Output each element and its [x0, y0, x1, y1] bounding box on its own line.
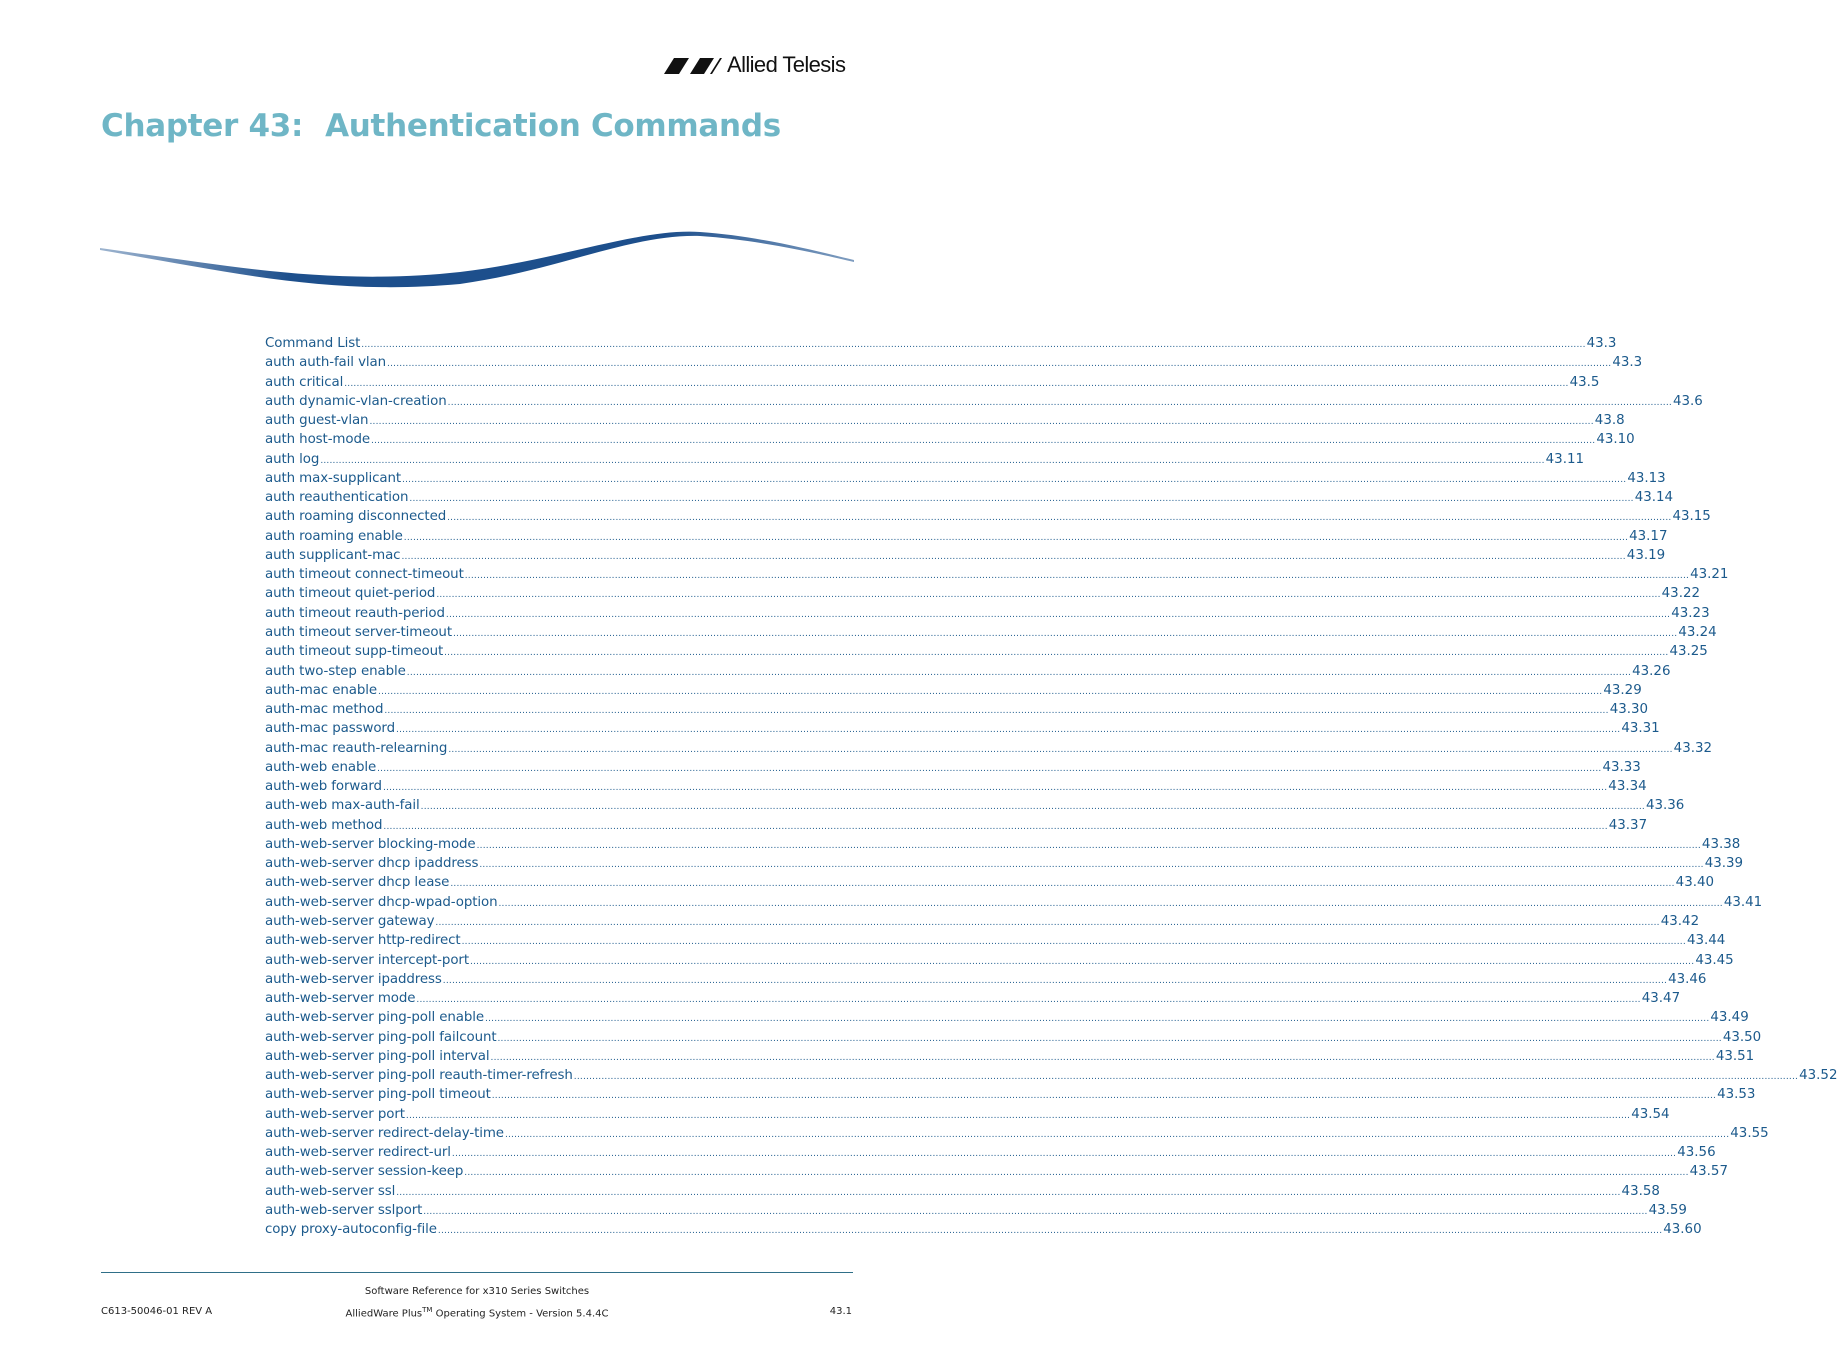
toc-entry-page[interactable]: 43.5	[1569, 374, 1600, 390]
toc-entry-title[interactable]: auth-mac reauth-relearning	[265, 740, 448, 756]
toc-entry-title[interactable]: auth critical	[265, 374, 344, 390]
toc-entry-title[interactable]: auth reauthentication	[265, 490, 409, 506]
toc-entry-title[interactable]: auth-mac enable	[265, 682, 378, 698]
toc-entry[interactable]	[265, 334, 1617, 353]
toc-entry[interactable]	[265, 1047, 1755, 1066]
toc-entry[interactable]	[265, 565, 1729, 584]
toc-dot-leader: ................................................................................................................................................................................................................................................................................................................................................................................................................	[378, 686, 1603, 697]
toc-entry-page[interactable]: 43.19	[1626, 547, 1666, 563]
toc-entry-title[interactable]: auth-web-server sslport	[265, 1202, 423, 1218]
toc-entry-page[interactable]: 43.51	[1715, 1048, 1755, 1064]
toc-entry[interactable]	[265, 700, 1649, 719]
toc-entry-page[interactable]: 43.3	[1612, 355, 1643, 371]
toc-entry-page[interactable]: 43.44	[1686, 933, 1726, 949]
toc-entry-page[interactable]: 43.13	[1627, 470, 1666, 486]
toc-dot-leader: ................................................................................................................................................................................................................................................................................................................................................................................................................	[384, 706, 1609, 717]
chapter-name: Authentication Commands	[325, 108, 781, 144]
toc-entry-page[interactable]: 43.42	[1660, 913, 1700, 929]
toc-dot-leader: ................................................................................................................................................................................................................................................................................................................................................................................................................	[406, 667, 1632, 678]
toc-entry-title[interactable]: auth-web-server gateway	[265, 913, 435, 929]
toc-entry-page[interactable]: 43.58	[1621, 1183, 1660, 1199]
toc-dot-leader: ................................................................................................................................................................................................................................................................................................................................................................................................................	[396, 725, 1621, 736]
footer-doc-code: C613-50046-01 REV A	[101, 1306, 213, 1317]
toc-dot-leader: ................................................................................................................................................................................................................................................................................................................................................................................................................	[451, 1149, 1677, 1160]
toc-entry-title[interactable]: auth-web-server ipaddress	[265, 971, 442, 987]
toc-dot-leader: ................................................................................................................................................................................................................................................................................................................................................................................................................	[382, 783, 1608, 794]
toc-entry-page[interactable]: 43.33	[1602, 759, 1641, 775]
toc-entry-page[interactable]: 43.38	[1701, 836, 1741, 852]
toc-entry-page[interactable]: 43.3	[1586, 336, 1617, 351]
toc-entry[interactable]	[265, 1008, 1749, 1027]
toc-entry-page[interactable]: 43.23	[1671, 605, 1710, 621]
toc-dot-leader: ................................................................................................................................................................................................................................................................................................................................................................................................................	[461, 937, 1686, 948]
toc-entry[interactable]	[265, 796, 1685, 815]
toc-entry-title[interactable]: auth auth-fail vlan	[265, 355, 387, 371]
toc-entry-title[interactable]: auth guest-vlan	[265, 413, 369, 429]
toc-entry-page[interactable]: 43.50	[1722, 1029, 1762, 1045]
toc-entry-title[interactable]: auth-web-server ping-poll enable	[265, 1010, 485, 1026]
toc-dot-leader: ................................................................................................................................................................................................................................................................................................................................................................................................................	[490, 1052, 1715, 1063]
chapter-number: Chapter 43:	[101, 108, 304, 144]
toc-entry[interactable]	[265, 373, 1600, 392]
toc-entry-page[interactable]: 43.41	[1723, 894, 1763, 910]
toc-entry-page[interactable]: 43.22	[1661, 586, 1700, 602]
toc-entry[interactable]	[265, 681, 1642, 700]
toc-dot-leader: ................................................................................................................................................................................................................................................................................................................................................................................................................	[491, 1091, 1717, 1102]
toc-entry[interactable]	[265, 1105, 1670, 1124]
toc-dot-leader: ................................................................................................................................................................................................................................................................................................................................................................................................................	[464, 1168, 1689, 1179]
toc-dot-leader: ................................................................................................................................................................................................................................................................................................................................................................................................................	[361, 340, 1586, 350]
toc-entry-title[interactable]: auth-web forward	[265, 779, 382, 795]
toc-entry-page[interactable]: 43.25	[1669, 644, 1708, 660]
toc-entry[interactable]	[265, 970, 1707, 989]
toc-entry-page[interactable]: 43.39	[1704, 856, 1744, 872]
toc-entry-title[interactable]: Command List	[265, 336, 361, 351]
toc-entry-title[interactable]: copy proxy-autoconfig-file	[265, 1222, 437, 1238]
toc-entry-page[interactable]: 43.60	[1663, 1222, 1702, 1238]
toc-entry-title[interactable]: auth supplicant-mac	[265, 547, 401, 563]
toc-entry-title[interactable]: auth-web-server redirect-url	[265, 1145, 451, 1161]
toc-dot-leader: ................................................................................................................................................................................................................................................................................................................................................................................................................	[447, 397, 1672, 408]
toc-entry-page[interactable]: 43.15	[1672, 509, 1711, 525]
toc-entry-page[interactable]: 43.29	[1603, 682, 1642, 698]
toc-entry-page[interactable]: 43.54	[1631, 1106, 1670, 1122]
toc-dot-leader: ................................................................................................................................................................................................................................................................................................................................................................................................................	[447, 513, 1672, 524]
toc-entry[interactable]	[265, 893, 1763, 912]
toc-dot-leader: ................................................................................................................................................................................................................................................................................................................................................................................................................	[437, 1226, 1663, 1237]
toc-dot-leader: ................................................................................................................................................................................................................................................................................................................................................................................................................	[409, 494, 1634, 505]
decorative-swoosh	[100, 222, 854, 296]
toc-entry-page[interactable]: 43.36	[1645, 798, 1685, 814]
toc-entry-title[interactable]: auth timeout quiet-period	[265, 586, 436, 602]
toc-entry-page[interactable]: 43.26	[1632, 663, 1671, 679]
toc-entry[interactable]	[265, 430, 1635, 449]
toc-entry-title[interactable]: auth timeout connect-timeout	[265, 567, 464, 583]
toc-entry[interactable]	[265, 584, 1700, 603]
toc-entry-title[interactable]: auth-web-server port	[265, 1106, 405, 1122]
toc-entry-page[interactable]: 43.17	[1629, 528, 1668, 544]
toc-entry[interactable]	[265, 1182, 1660, 1201]
toc-entry-page[interactable]: 43.34	[1608, 779, 1647, 795]
toc-dot-leader: ................................................................................................................................................................................................................................................................................................................................................................................................................	[485, 1014, 1710, 1025]
toc-dot-leader: ................................................................................................................................................................................................................................................................................................................................................................................................................	[476, 840, 1701, 851]
toc-entry[interactable]	[265, 1162, 1728, 1181]
toc-entry-page[interactable]: 43.21	[1690, 567, 1729, 583]
toc-entry-page[interactable]: 43.55	[1730, 1125, 1769, 1141]
toc-entry-title[interactable]: auth-web-server blocking-mode	[265, 836, 476, 852]
toc-entry-title[interactable]: auth-mac password	[265, 721, 396, 737]
toc-entry[interactable]	[265, 604, 1710, 623]
toc-entry[interactable]	[265, 546, 1666, 565]
toc-entry-title[interactable]: auth timeout reauth-period	[265, 605, 445, 621]
toc-entry[interactable]	[265, 392, 1703, 411]
toc-entry-title[interactable]: auth-web-server dhcp lease	[265, 875, 450, 891]
toc-entry-page[interactable]: 43.45	[1695, 952, 1734, 968]
footer-book-title: Software Reference for x310 Series Switches	[364, 1286, 590, 1297]
toc-dot-leader: ................................................................................................................................................................................................................................................................................................................................................................................................................	[371, 436, 1596, 447]
toc-dot-leader: ................................................................................................................................................................................................................................................................................................................................................................................................................	[573, 1072, 1799, 1083]
toc-entry-title[interactable]: auth-web enable	[265, 759, 377, 775]
toc-entry[interactable]	[265, 1028, 1762, 1047]
toc-dot-leader: ................................................................................................................................................................................................................................................................................................................................................................................................................	[320, 455, 1545, 466]
toc-entry-page[interactable]: 43.59	[1648, 1202, 1687, 1218]
toc-entry-page[interactable]: 43.46	[1668, 971, 1707, 987]
toc-entry[interactable]	[265, 777, 1647, 796]
footer-page-number: 43.1	[829, 1306, 852, 1317]
toc-entry-page[interactable]: 43.57	[1689, 1164, 1728, 1180]
footer-rule	[101, 1272, 853, 1273]
toc-entry[interactable]	[265, 1201, 1687, 1220]
toc-dot-leader: ................................................................................................................................................................................................................................................................................................................................................................................................................	[402, 474, 1627, 485]
toc-entry-title[interactable]: auth-web-server redirect-delay-time	[265, 1125, 504, 1141]
toc-entry[interactable]	[265, 1124, 1769, 1143]
toc-entry-title[interactable]: auth max-supplicant	[265, 470, 402, 486]
toc-entry-title[interactable]: auth host-mode	[265, 432, 370, 448]
toc-entry-page[interactable]: 43.49	[1710, 1010, 1749, 1026]
toc-entry[interactable]	[265, 1066, 1837, 1085]
toc-entry-title[interactable]: auth-web-server ping-poll reauth-timer-refresh	[265, 1068, 573, 1084]
toc-entry-page[interactable]: 43.52	[1799, 1068, 1837, 1084]
toc-entry[interactable]	[265, 912, 1700, 931]
toc-entry-title[interactable]: auth-web-server dhcp ipaddress	[265, 856, 479, 872]
toc-dot-leader: ................................................................................................................................................................................................................................................................................................................................................................................................................	[377, 763, 1602, 774]
toc-entry-page[interactable]: 43.11	[1545, 451, 1584, 467]
toc-entry-page[interactable]: 43.6	[1672, 393, 1703, 409]
toc-dot-leader: ................................................................................................................................................................................................................................................................................................................................................................................................................	[369, 417, 1594, 428]
toc-entry[interactable]	[265, 989, 1681, 1008]
toc-entry-title[interactable]: auth-web-server ping-poll timeout	[265, 1087, 491, 1103]
toc-entry-title[interactable]: auth two-step enable	[265, 663, 406, 679]
toc-dot-leader: ................................................................................................................................................................................................................................................................................................................................................................................................................	[504, 1129, 1730, 1140]
table-of-contents	[265, 334, 1837, 1239]
toc-dot-leader: ................................................................................................................................................................................................................................................................................................................................................................................................................	[445, 609, 1671, 620]
toc-dot-leader: ................................................................................................................................................................................................................................................................................................................................................................................................................	[498, 898, 1723, 909]
toc-entry-title[interactable]: auth-web-server ping-poll failcount	[265, 1029, 497, 1045]
toc-dot-leader: ................................................................................................................................................................................................................................................................................................................................................................................................................	[497, 1033, 1722, 1044]
toc-entry[interactable]	[265, 739, 1713, 758]
toc-dot-leader: ................................................................................................................................................................................................................................................................................................................................................................................................................	[344, 378, 1569, 389]
toc-entry-title[interactable]: auth log	[265, 451, 320, 467]
toc-dot-leader: ................................................................................................................................................................................................................................................................................................................................................................................................................	[405, 1110, 1631, 1121]
toc-entry[interactable]	[265, 353, 1643, 372]
toc-entry[interactable]	[265, 642, 1708, 661]
toc-entry[interactable]	[265, 758, 1641, 777]
allied-telesis-slash-mark-icon	[660, 54, 726, 76]
toc-entry[interactable]	[265, 1143, 1716, 1162]
toc-entry-page[interactable]: 43.47	[1641, 991, 1681, 1007]
toc-entry-page[interactable]: 43.30	[1609, 702, 1649, 718]
toc-dot-leader: ................................................................................................................................................................................................................................................................................................................................................................................................................	[423, 1206, 1648, 1217]
toc-entry-page[interactable]: 43.24	[1678, 624, 1717, 640]
toc-entry[interactable]	[265, 854, 1744, 873]
toc-entry-title[interactable]: auth-web-server intercept-port	[265, 952, 469, 968]
toc-entry-title[interactable]: auth-web-server ssl	[265, 1183, 396, 1199]
toc-entry[interactable]	[265, 507, 1711, 526]
toc-entry-title[interactable]: auth dynamic-vlan-creation	[265, 393, 447, 409]
toc-entry[interactable]	[265, 931, 1726, 950]
toc-entry-page[interactable]: 43.56	[1677, 1145, 1716, 1161]
footer-os-version: AlliedWare Plus™ Operating System - Version 5.4.4C	[345, 1306, 609, 1320]
toc-entry[interactable]	[265, 488, 1674, 507]
toc-entry-title[interactable]: auth-web-server ping-poll interval	[265, 1048, 490, 1064]
toc-entry-title[interactable]: auth timeout supp-timeout	[265, 644, 444, 660]
toc-entry-title[interactable]: auth roaming disconnected	[265, 509, 447, 525]
toc-entry-title[interactable]: auth-mac method	[265, 702, 384, 718]
chapter-title	[101, 108, 781, 144]
toc-dot-leader: ................................................................................................................................................................................................................................................................................................................................................................................................................	[420, 802, 1645, 813]
toc-dot-leader: ................................................................................................................................................................................................................................................................................................................................................................................................................	[479, 860, 1704, 871]
toc-entry-title[interactable]: auth timeout server-timeout	[265, 624, 452, 640]
toc-entry-page[interactable]: 43.8	[1594, 413, 1625, 429]
toc-entry-title[interactable]: auth roaming enable	[265, 528, 403, 544]
toc-dot-leader: ................................................................................................................................................................................................................................................................................................................................................................................................................	[383, 821, 1608, 832]
toc-dot-leader: ................................................................................................................................................................................................................................................................................................................................................................................................................	[416, 995, 1641, 1006]
toc-dot-leader: ................................................................................................................................................................................................................................................................................................................................................................................................................	[448, 744, 1673, 755]
toc-entry-title[interactable]: auth-web-server session-keep	[265, 1164, 464, 1180]
toc-entry-title[interactable]: auth-web max-auth-fail	[265, 798, 420, 814]
toc-dot-leader: ................................................................................................................................................................................................................................................................................................................................................................................................................	[442, 975, 1668, 986]
toc-entry-page[interactable]: 43.10	[1596, 432, 1635, 448]
toc-entry-page[interactable]: 43.31	[1621, 721, 1660, 737]
toc-entry[interactable]	[265, 623, 1717, 642]
toc-dot-leader: ................................................................................................................................................................................................................................................................................................................................................................................................................	[401, 551, 1626, 562]
toc-entry-title[interactable]: auth-web method	[265, 817, 383, 833]
toc-entry[interactable]	[265, 1085, 1756, 1104]
toc-entry[interactable]	[265, 951, 1734, 970]
toc-entry[interactable]	[265, 816, 1648, 835]
toc-entry-page[interactable]: 43.40	[1675, 875, 1715, 891]
toc-entry[interactable]	[265, 469, 1666, 488]
toc-dot-leader: ................................................................................................................................................................................................................................................................................................................................................................................................................	[436, 590, 1661, 601]
brand-logo	[660, 50, 856, 80]
toc-entry[interactable]	[265, 719, 1660, 738]
toc-dot-leader: ................................................................................................................................................................................................................................................................................................................................................................................................................	[396, 1187, 1621, 1198]
toc-dot-leader: ................................................................................................................................................................................................................................................................................................................................................................................................................	[452, 628, 1678, 639]
toc-entry-page[interactable]: 43.37	[1608, 817, 1648, 833]
toc-entry-title[interactable]: auth-web-server http-redirect	[265, 933, 461, 949]
toc-entry-title[interactable]: auth-web-server mode	[265, 991, 416, 1007]
toc-entry[interactable]	[265, 873, 1715, 892]
toc-entry[interactable]	[265, 527, 1668, 546]
toc-dot-leader: ................................................................................................................................................................................................................................................................................................................................................................................................................	[444, 648, 1669, 659]
toc-entry[interactable]	[265, 1220, 1702, 1239]
brand-logo-text: Allied Telesis	[727, 52, 846, 77]
toc-entry[interactable]	[265, 450, 1584, 469]
toc-dot-leader: ................................................................................................................................................................................................................................................................................................................................................................................................................	[464, 571, 1690, 582]
toc-entry-page[interactable]: 43.53	[1717, 1087, 1756, 1103]
toc-entry-title[interactable]: auth-web-server dhcp-wpad-option	[265, 894, 498, 910]
toc-dot-leader: ................................................................................................................................................................................................................................................................................................................................................................................................................	[435, 917, 1660, 928]
toc-entry-page[interactable]: 43.32	[1673, 740, 1713, 756]
toc-entry-page[interactable]: 43.14	[1634, 490, 1674, 506]
toc-dot-leader: ................................................................................................................................................................................................................................................................................................................................................................................................................	[469, 956, 1695, 967]
toc-dot-leader: ................................................................................................................................................................................................................................................................................................................................................................................................................	[403, 532, 1629, 543]
toc-dot-leader: ................................................................................................................................................................................................................................................................................................................................................................................................................	[450, 879, 1675, 890]
toc-entry[interactable]	[265, 662, 1671, 681]
toc-dot-leader: ................................................................................................................................................................................................................................................................................................................................................................................................................	[387, 359, 1612, 370]
toc-entry[interactable]	[265, 835, 1741, 854]
toc-entry[interactable]	[265, 411, 1625, 430]
